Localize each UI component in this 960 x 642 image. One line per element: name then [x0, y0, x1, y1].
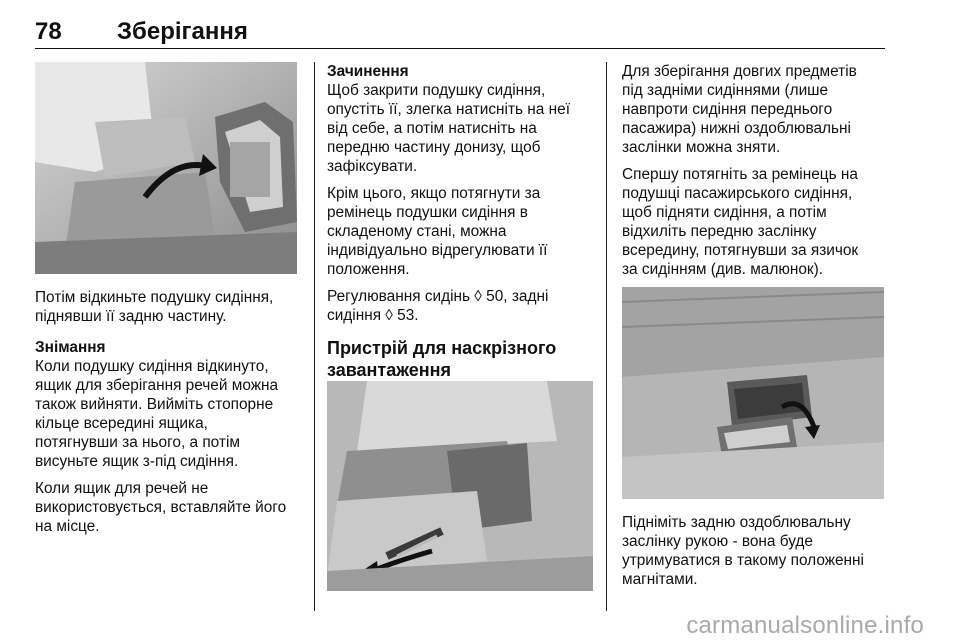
load-through-paragraph: Для зберігання довгих предметів під задніми сидіннями (лише навпроти сидіння переднього пасажира) нижні оздоблювальні заслінки можна зняти. [622, 63, 857, 156]
watermark: carmanualsonline.info [686, 612, 924, 639]
seat-adjust-reference: Регулювання сидінь ◊ 50, задні сидіння ◊ 53. [327, 288, 549, 324]
page-header [35, 12, 885, 48]
chapter-title: Зберігання [117, 18, 248, 45]
heading-load-through: Пристрій для наскрізного завантаження [327, 338, 557, 380]
figure-caption-1: Потім відкиньте подушку сидіння, піднявши її задню частину. [35, 289, 274, 325]
figure-storage-box-removal [327, 381, 593, 591]
heading-closing: Зачинення [327, 63, 409, 80]
figure-seat-cushion-fold [35, 62, 297, 274]
strap-paragraph: Крім цього, якщо потягнути за ремінець подушки сидіння в складеному стані, можна індивідуально відрегулювати її положення. [327, 185, 548, 278]
reinstall-paragraph: Коли ящик для речей не використовується, вставляйте його на місце. [35, 480, 287, 535]
column-3 [622, 62, 890, 597]
column-divider-1 [314, 62, 315, 611]
figure-trim-flap [622, 287, 884, 499]
column-divider-2 [606, 62, 607, 611]
header-divider [35, 48, 885, 49]
removal-paragraph: Коли подушку сидіння відкинуто, ящик для зберігання речей можна також вийняти. Вийміть стопорне кільце всередині ящика, потягнувши за нього, а потім висуньте ящик з-під сидіння. [35, 358, 279, 470]
flap-instruction-paragraph: Спершу потягніть за ремінець на подушці пасажирського сидіння, щоб підняти сидіння, а потім відхиліть передню заслінку всередину, потягнувши за язичок за сидінням (див. малюнок). [622, 166, 859, 278]
heading-removal: Знімання [35, 339, 106, 356]
column-1 [35, 62, 303, 544]
page-number: 78 [35, 18, 62, 45]
figure-caption-3: Підніміть задню оздоблювальну заслінку рукою - вона буде утримуватися в такому положенні магнітами. [622, 514, 864, 588]
closing-paragraph: Щоб закрити подушку сидіння, опустіть її, злегка натисніть на неї від себе, а потім натисніть на передню частину донизу, щоб зафіксувати. [327, 82, 570, 175]
column-2 [327, 62, 597, 605]
